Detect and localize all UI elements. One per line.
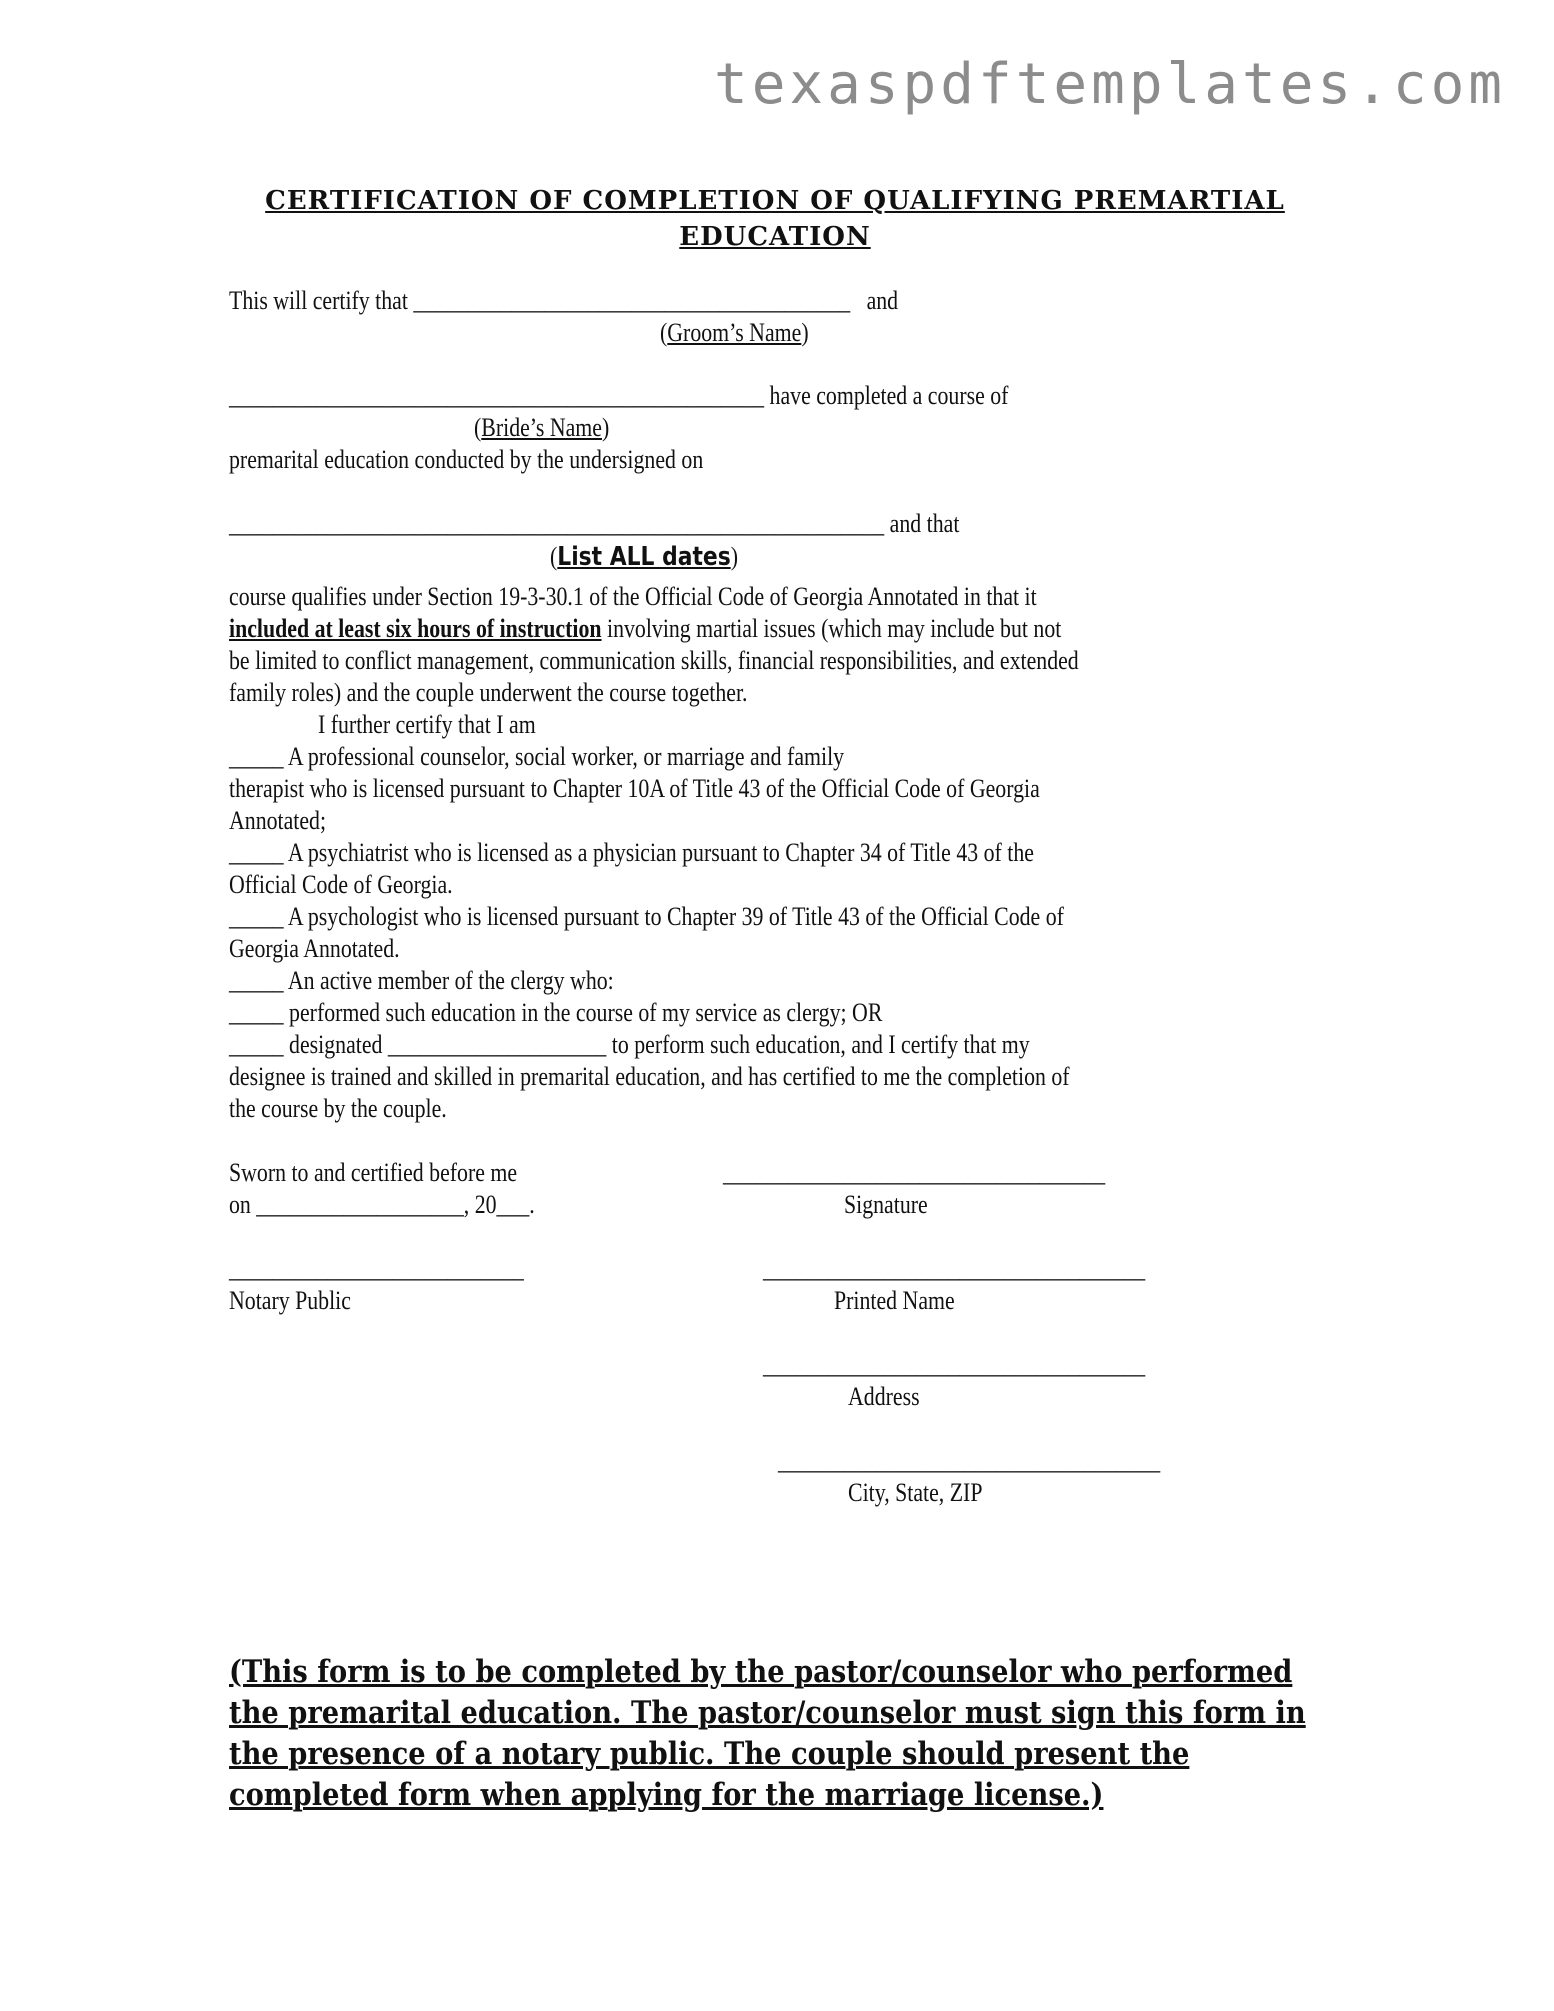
note-line-3: the presence of a notary public. The couple should present the — [229, 1736, 1190, 1772]
dates-line — [229, 508, 959, 540]
bride-tail: have completed a course of — [769, 381, 1009, 410]
option-clergy-performed[interactable]: _____ performed such education in the course of my service as clergy; OR — [229, 998, 883, 1027]
dates-label: (List ALL dates) — [550, 542, 738, 572]
address-label: Address — [848, 1382, 920, 1411]
option-psychiatrist-2: Official Code of Georgia. — [229, 870, 453, 899]
conducted-text: premarital education conducted by the undersigned on — [229, 445, 704, 474]
option-clergy-designated-3: the course by the couple. — [229, 1094, 447, 1123]
dates-field[interactable]: ____________________________________________________________ — [229, 509, 885, 538]
option-clergy-designated-2: designee is trained and skilled in premarital education, and has certified to me the completion of — [229, 1062, 1070, 1091]
option-counselor-1[interactable]: _____ A professional counselor, social worker, or marriage and family — [229, 742, 845, 771]
note-line-2: the premarital education. The pastor/counselor must sign this form in — [229, 1695, 1306, 1731]
city-state-zip-field[interactable]: ___________________________________ — [778, 1446, 1161, 1475]
city-state-zip-label: City, State, ZIP — [848, 1478, 983, 1507]
bride-name-label: (Bride’s Name) — [474, 413, 610, 442]
form-title-line-1: CERTIFICATION OF COMPLETION OF QUALIFYING PREMARTIAL — [265, 186, 1285, 216]
instruction-note — [229, 1652, 1306, 1816]
groom-name-label: (Groom’s Name) — [660, 318, 809, 347]
option-psychologist-2: Georgia Annotated. — [229, 934, 400, 963]
body-line-4: family roles) and the couple underwent the course together. — [229, 678, 748, 707]
option-clergy-designated-1[interactable]: _____ designated ____________________ to perform such education, and I certify that my — [229, 1030, 1030, 1059]
bride-name-field[interactable]: _________________________________________________ — [229, 381, 765, 410]
address-field[interactable]: ___________________________________ — [763, 1350, 1146, 1379]
certify-lead: This will certify that — [229, 286, 408, 315]
groom-name-field[interactable]: ________________________________________ — [413, 286, 851, 315]
printed-name-field[interactable]: ___________________________________ — [763, 1254, 1146, 1283]
sworn-text: Sworn to and certified before me — [229, 1158, 518, 1187]
watermark: texaspdftemplates.com — [713, 52, 1506, 117]
option-counselor-2: therapist who is licensed pursuant to Chapter 10A of Title 43 of the Official Code of Georgia — [229, 774, 1040, 803]
groom-line — [229, 285, 898, 317]
option-clergy[interactable]: _____ An active member of the clergy who: — [229, 966, 614, 995]
form-title-line-2: EDUCATION — [679, 222, 871, 252]
six-hours-emphasis: included at least six hours of instruction — [229, 614, 602, 643]
further-certify: I further certify that I am — [318, 710, 536, 739]
option-psychologist-1[interactable]: _____ A psychologist who is licensed pursuant to Chapter 39 of Title 43 of the Official Code of — [229, 902, 1064, 931]
option-psychiatrist-1[interactable]: _____ A psychiatrist who is licensed as a physician pursuant to Chapter 34 of Title 43 of the — [229, 838, 1034, 867]
printed-name-label: Printed Name — [834, 1286, 955, 1315]
bride-line — [229, 380, 1008, 412]
notary-field[interactable]: ___________________________ — [229, 1254, 524, 1283]
body-line-3: be limited to conflict management, communication skills, financial responsibilities, and extended — [229, 646, 1079, 675]
signature-label: Signature — [844, 1190, 928, 1219]
and-text: and — [866, 286, 899, 315]
sworn-date-field[interactable]: on ___________________, 20___. — [229, 1190, 535, 1219]
option-counselor-3: Annotated; — [229, 806, 327, 835]
body-line-2: included at least six hours of instruction involving martial issues (which may include but not — [229, 614, 1062, 643]
note-line-1: (This form is to be completed by the pastor/counselor who performed — [229, 1654, 1293, 1690]
form-title — [230, 183, 1320, 255]
signature-field[interactable]: ___________________________________ — [723, 1158, 1106, 1187]
note-line-4: completed form when applying for the marriage license.) — [229, 1777, 1104, 1813]
body-line-1: course qualifies under Section 19-3-30.1 of the Official Code of Georgia Annotated in that it — [229, 582, 1037, 611]
dates-tail: and that — [889, 509, 960, 538]
notary-label: Notary Public — [229, 1286, 351, 1315]
